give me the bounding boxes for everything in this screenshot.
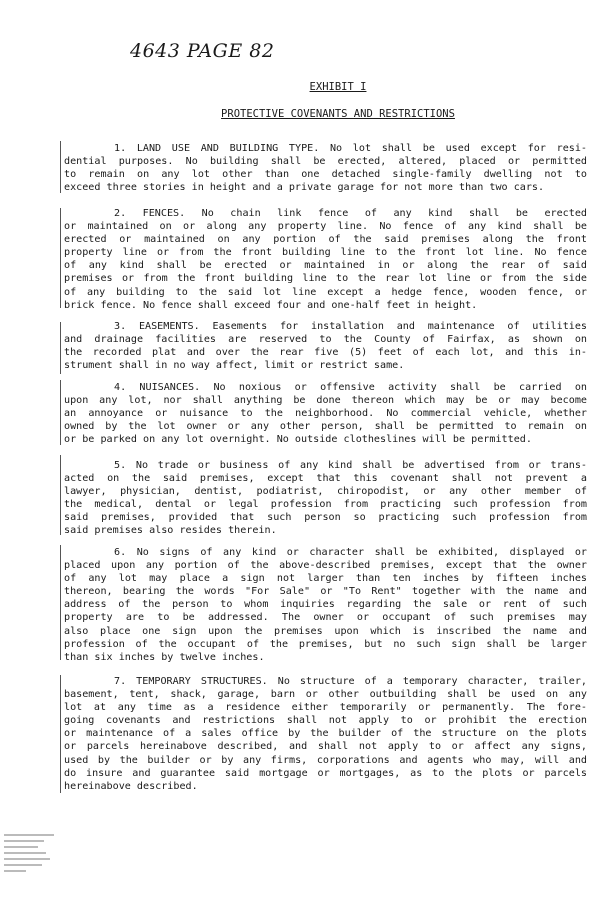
text-line: 7. TEMPORARY STRUCTURES. No structure of a temporary character, trailer, — [114, 676, 587, 687]
text-line: profession of the occupant of the premises, but no such sign shall be larger — [64, 638, 587, 650]
paragraph-6 — [64, 546, 587, 664]
text-line: brick fence. No fence shall exceed four and one-half feet in height. — [64, 299, 478, 311]
text-line: 6. No signs of any kind or character shall be exhibited, displayed or — [114, 547, 587, 558]
text-line: 3. EASEMENTS. Easements for installation and maintenance of utilities — [114, 321, 587, 332]
margin-bar — [60, 208, 61, 308]
text-line: placed upon any portion of the above-described premises, except that the owner — [64, 560, 587, 572]
text-line: exceed three stories in height and a private garage for not more than two cars. — [64, 182, 545, 194]
margin-bar — [60, 380, 61, 445]
paragraph-1 — [64, 142, 587, 194]
margin-bar — [60, 141, 61, 193]
text-line: the recorded plat and over the rear five (5) feet of each lot, and this in- — [64, 347, 587, 359]
text-line: said premises also resides therein. — [64, 525, 277, 537]
text-line: to remain on any lot other than one detached single-family dwelling not to — [64, 169, 587, 181]
margin-bar — [60, 455, 61, 535]
text-line: the medical, dental or legal profession from practicing such profession from — [64, 499, 587, 511]
text-line: said premises, provided that such person so practicing such profession from — [64, 512, 587, 524]
text-line: or parcels hereinabove described, and shall not apply to or affect any signs, — [64, 741, 587, 753]
text-line: owned by the lot owner or any other person, shall be permitted to remain on — [64, 421, 587, 433]
text-line: an annoyance or nuisance to the neighborhood. No commercial vehicle, whether — [64, 408, 587, 420]
text-line: 1. LAND USE AND BUILDING TYPE. No lot shall be used except for resi- — [114, 143, 587, 154]
text-line: premises or from the front building line to the rear lot line or from the side — [64, 273, 587, 285]
text-line: dential purposes. No building shall be erected, altered, placed or permitted — [64, 156, 587, 168]
text-line: upon any lot, nor shall anything be done thereon which may be or may become — [64, 395, 587, 407]
text-line: used by the builder or by any firms, corporations and agents who may, will and — [64, 754, 587, 766]
text-line: property line or from the front building line to the front lot line. No fence — [64, 247, 587, 259]
exhibit-title: EXHIBIT I — [309, 81, 367, 93]
text-line: erected or maintained on any portion of the said premises along the front — [64, 234, 587, 246]
text-line: property are to be addressed. The owner or occupant of such premises may — [64, 612, 587, 624]
text-line: 5. No trade or business of any kind shall be advertised from or trans- — [114, 460, 587, 471]
text-line: 2. FENCES. No chain link fence of any kind shall be erected — [114, 208, 587, 219]
text-line: basement, tent, shack, garage, barn or other outbuilding shall be used on any — [64, 689, 587, 701]
text-line: do insure and guarantee said mortgage or mortgages, as to the plots or parcels — [64, 767, 587, 779]
text-line: address of the person to whom inquiries regarding the sale or rent of such — [64, 599, 587, 611]
document-heading: PROTECTIVE COVENANTS AND RESTRICTIONS — [221, 108, 455, 120]
text-line: strument shall in no way affect, limit or restrict same. — [64, 360, 405, 372]
text-line: or maintenance of a sales office by the builder of the structure on the plots — [64, 728, 587, 740]
paragraph-2 — [64, 207, 587, 312]
margin-bar — [60, 545, 61, 660]
paragraph-7 — [64, 675, 587, 793]
book-page-number: 4643 PAGE 82 — [130, 40, 275, 62]
text-line: of any kind shall be erected or maintained in or along the rear of said — [64, 260, 587, 272]
margin-bar — [60, 675, 61, 793]
text-line: of any building to the said lot line except a hedge fence, wooden fence, or — [64, 286, 587, 298]
text-line: hereinabove described. — [64, 780, 198, 792]
text-line: or be parked on any lot overnight. No outside clotheslines will be permitted. — [64, 434, 532, 446]
text-line: of any lot may place a sign not larger than ten inches by fifteen inches — [64, 573, 587, 585]
text-line: lawyer, physician, dentist, podiatrist, chiropodist, or any other member of — [64, 486, 587, 498]
paragraph-5 — [64, 459, 587, 538]
recording-stamp-icon — [4, 833, 59, 875]
text-line: 4. NUISANCES. No noxious or offensive activity shall be carried on — [114, 382, 587, 393]
text-line: lot at any time as a residence either temporarily or permanently. The fore- — [64, 702, 587, 714]
text-line: than six inches by twelve inches. — [64, 651, 265, 663]
margin-bar — [60, 322, 61, 374]
text-line: thereon, bearing the words "For Sale" or "To Rent" together with the name and — [64, 586, 587, 598]
paragraph-3 — [64, 320, 587, 372]
text-line: going covenants and restrictions shall not apply to or prohibit the erection — [64, 715, 587, 727]
text-line: and drainage facilities are reserved to the County of Fairfax, as shown on — [64, 334, 587, 346]
paragraph-4 — [64, 381, 587, 446]
text-line: acted on the said premises, except that this covenant shall not prevent a — [64, 473, 587, 485]
text-line: or maintained on or along any property line. No fence of any kind shall be — [64, 221, 587, 233]
text-line: also place one sign upon the premises upon which is inscribed the name and — [64, 625, 587, 637]
